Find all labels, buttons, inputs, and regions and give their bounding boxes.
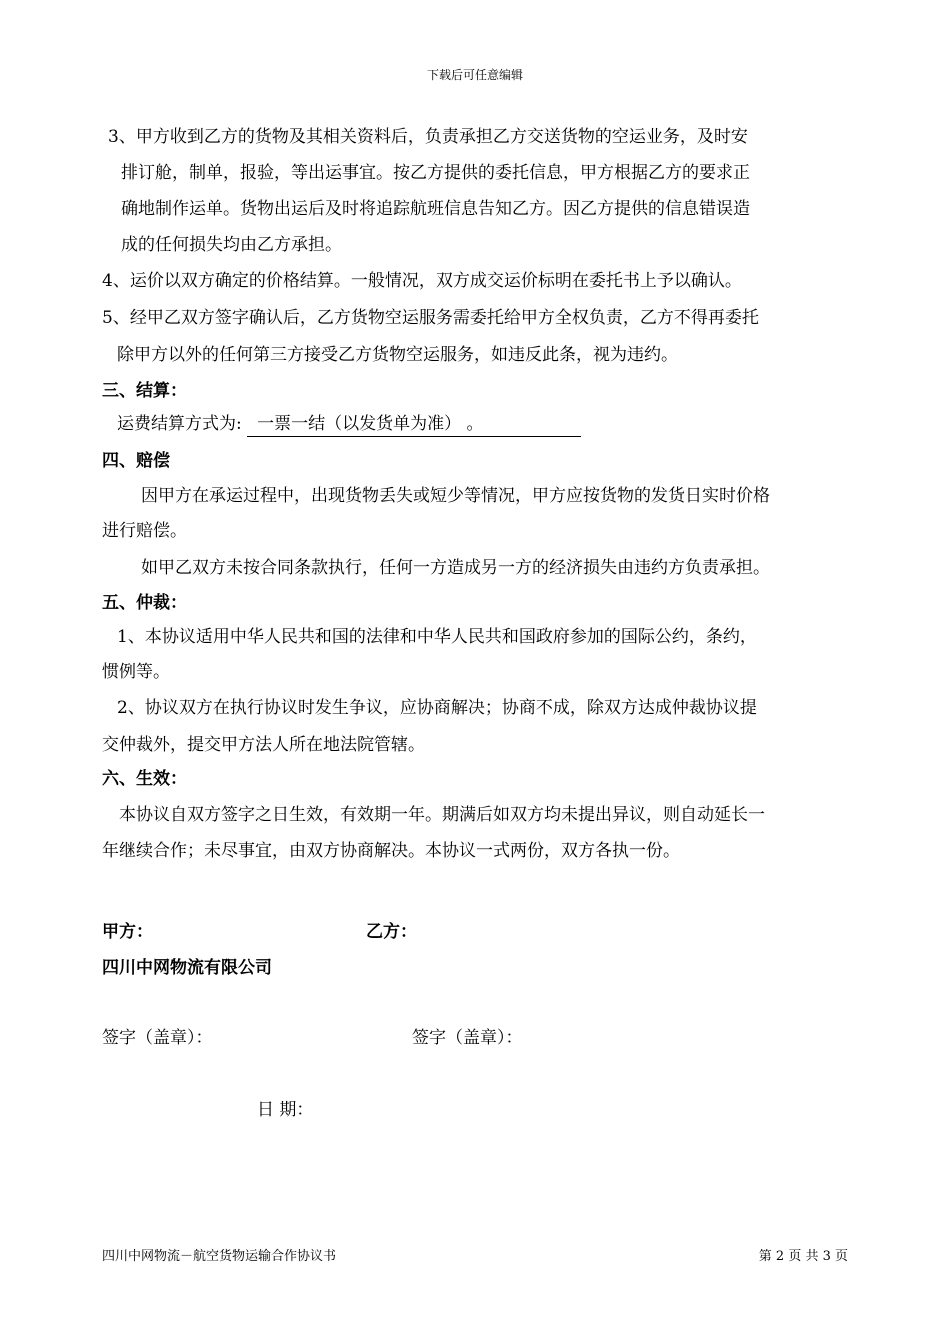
settlement-row (117, 412, 581, 437)
arbitration-item-1-line-2: 惯例等。 (102, 662, 170, 682)
party-a-label: 甲方： (102, 922, 153, 942)
settlement-label: 运费结算方式为: (117, 414, 242, 434)
section-6-title: 六、生效： (102, 769, 187, 789)
compensation-para-1-line-2: 进行赔偿。 (102, 521, 187, 541)
arbitration-item-2-line-1: 2、协议双方在执行协议时发生争议，应协商解决；协商不成，除双方达成仲裁协议提 (117, 698, 757, 718)
clause-3-line-3: 确地制作运单。货物出运后及时将追踪航班信息告知乙方。因乙方提供的信息错误造 (121, 199, 750, 219)
effect-para-line-2: 年继续合作；未尽事宜，由双方协商解决。本协议一式两份，双方各执一份。 (102, 841, 680, 861)
header-note: 下载后可任意编辑 (426, 68, 523, 82)
clause-5-line-1: 5、经甲乙双方签字确认后，乙方货物空运服务需委托给甲方全权负责，乙方不得再委托 (102, 308, 759, 328)
party-a-signature-label: 签字（盖章）： (102, 1028, 213, 1048)
clause-3-line-1: 3、甲方收到乙方的货物及其相关资料后，负责承担乙方交送货物的空运业务，及时安 (108, 127, 748, 147)
compensation-para-2: 如甲乙双方未按合同条款执行，任何一方造成另一方的经济损失由违约方负责承担。 (141, 558, 770, 578)
section-4-title: 四、赔偿 (102, 451, 170, 471)
party-b-label: 乙方： (366, 922, 417, 942)
section-5-title: 五、仲裁： (102, 593, 187, 613)
compensation-para-1-line-1: 因甲方在承运过程中，出现货物丢失或短少等情况，甲方应按货物的发货日实时价格 (141, 486, 770, 506)
effect-para-line-1: 本协议自双方签字之日生效，有效期一年。期满后如双方均未提出异议，则自动延长一 (119, 805, 765, 825)
party-b-signature-label: 签字（盖章）： (412, 1028, 523, 1048)
clause-4: 4、运价以双方确定的价格结算。一般情况，双方成交运价标明在委托书上予以确认。 (102, 271, 742, 291)
clause-3-line-4: 成的任何损失均由乙方承担。 (121, 235, 342, 255)
arbitration-item-2-line-2: 交仲裁外，提交甲方法人所在地法院管辖。 (102, 735, 425, 755)
date-label: 日 期： (257, 1100, 314, 1120)
clause-5-line-2: 除甲方以外的任何第三方接受乙方货物空运服务，如违反此条，视为违约。 (117, 345, 678, 365)
clause-3-line-2: 排订舱，制单，报验，等出运事宜。按乙方提供的委托信息，甲方根据乙方的要求正 (121, 163, 750, 183)
party-a-name: 四川中网物流有限公司 (102, 958, 272, 978)
footer-document-title: 四川中网物流－航空货物运输合作协议书 (102, 1249, 337, 1264)
footer-page-number: 第 2 页 共 3 页 (758, 1249, 848, 1264)
arbitration-item-1-line-1: 1、本协议适用中华人民共和国的法律和中华人民共和国政府参加的国际公约，条约， (117, 627, 757, 647)
settlement-value: 一票一结（以发货单为准） 。 (247, 412, 581, 437)
section-3-title: 三、结算： (102, 381, 187, 401)
